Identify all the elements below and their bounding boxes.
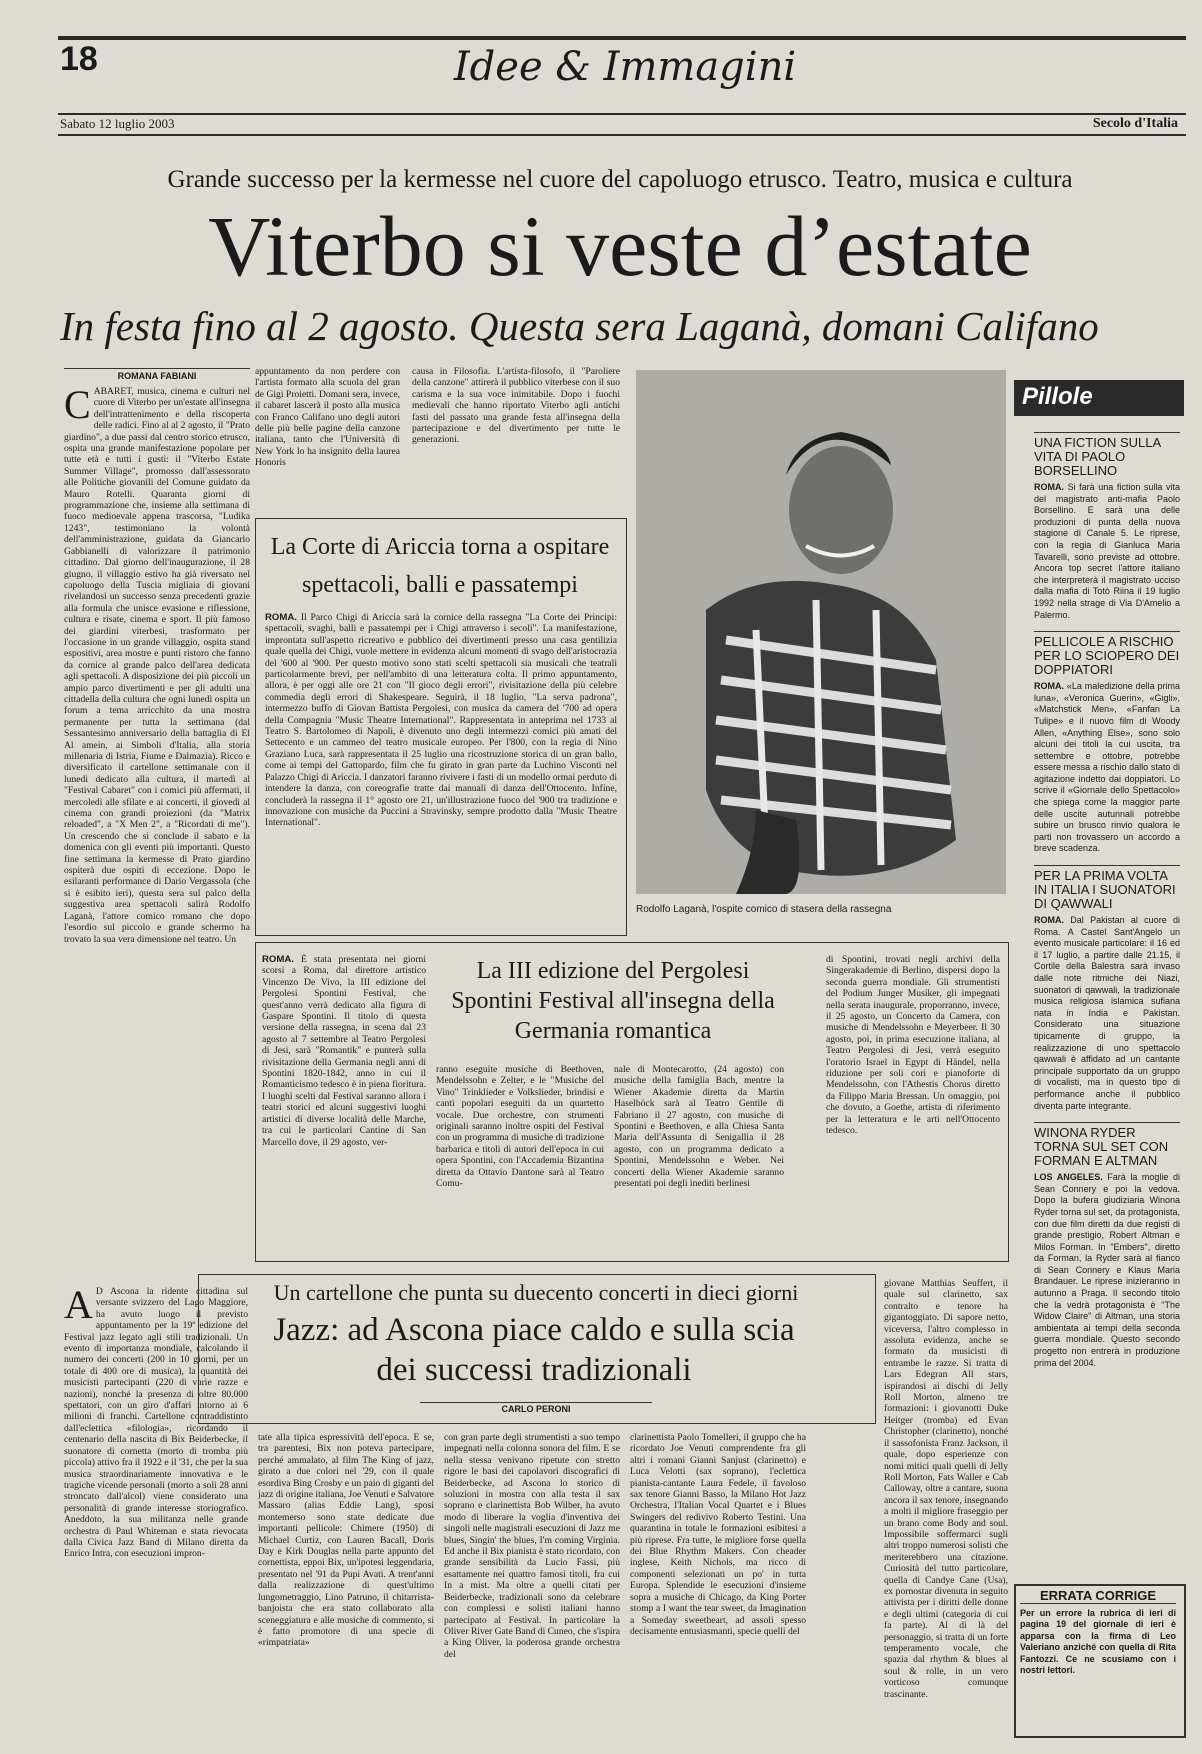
pillola-2	[1034, 631, 1180, 855]
pillola-1-text: Si farà una fiction sulla vita del magistrato anti-mafia Paolo Borsellino. E sarà una delle produzioni di punta della nuova stagione di Canale 5. Le riprese, con la regia di Gianluca Maria Tavarelli, sono previste ad ottobre. Ancora top secret l'attore italiano che interpreterà il magistrato ucciso dalla mafia di Totò Riina il 19 luglio 1992 nella strage di Via D'Amelio a Palermo.	[1034, 482, 1180, 620]
header-rule	[58, 113, 1186, 115]
pergolesi-col-1-text: È stata presentata nei giorni scorsi a Roma, dal direttore artistico Vincenzo De Vivo, la III edizione del Pergolesi Spontini Festival, che quest'anno verrà dedicato alla figura di Gaspare Spontini. Il titolo di questa versione della rassegna, in scena dal 23 agosto al 7 settembre al Teatro Pergolesi di Jesi, sarà "Romantik" e punterà sulla rivisitazione della Germania negli anni di Spontini 1820-1842, anno in cui il Romanticismo tedesco è in piena fioritura. I luoghi scelti dal Festival saranno allora i teatri storici ed alcuni suggestivi luoghi artistici di diverse località delle Marche, tra cui le particolari Cantine di San Marcello dove, il 29 agosto, ver-	[262, 954, 426, 1148]
pergolesi-col-1	[262, 954, 426, 1254]
jazz-col-3: con gran parte degli strumentisti a suo tempo impegnati nella colonna sonora del film. E se nella stessa venivano ripetute con stretto rigore le basi dei capolavori discografici di Beiderbecke, ad Ascona lo storico di soluzioni in mostra con alla testa il sax soprano e clarinettista Bob Wilber, ha avuto modo di liberare la voglia d'inventiva dei singoli nelle magistrali esecuzioni di Jazz me blues, Singin' the blues, I'm coming Virginia. Ed anche il Bix pianista è stato ricordato, con grande sensibilità da Lucio Fassi, più esattamente nei quattro famosi titoli, fra cui In a mist. Ma oltre a quelli citati per Beiderbecke, tradizionali sono da celebrare con complessi e solisti italiani hanno partecipato al Festival. In particolare la Oliver River Gate Band di Cuneo, che s'ispira a King Oliver, la poderosa grande orchestra del	[444, 1432, 620, 1660]
pillola-1-dateline: ROMA.	[1034, 482, 1064, 492]
main-drop-cap: C	[64, 386, 91, 427]
jazz-kicker: Un cartellone che punta su duecento concerti in dieci giorni	[273, 1280, 799, 1305]
top-rule	[58, 36, 1186, 40]
pillola-4-text: Farà la moglie di Sean Connery e poi la vedova. Dopo la bufera giudiziaria Winona Ryder torna sul set, da protagonista, con due film diretti da due registi di grande prestigio, Robert Altman e Milos Forman. In "Embers", diretto da Forman, la Ryder sarà al fianco di Sean Connery e Klaus Maria Brandauer. Le riprese inizieranno in autunno a Praga. Il secondo titolo che la vedrà protagonista è "The Widow Claire" di Altman, una storia ambientata ai tempi della seconda guerra mondiale. Questo secondo progetto non entrerà in produzione prima del 2004.	[1034, 1172, 1180, 1368]
main-byline: ROMANA FABIANI	[64, 368, 250, 381]
pergolesi-headline: La III edizione del Pergolesi Spontini Festival all'insegna della Germania romantica	[451, 958, 775, 1044]
jazz-col-4: clarinettista Paolo Tomelleri, il gruppo che ha ricordato Joe Venuti comprendente fra gli altri i romani Gianni Sanjust (clarinetto) e Luca Velotti (sax soprano), l'eclettica pianista-cantante Laura Fedele, il favoloso sax tenore Gianni Basso, la Milano Hot Jazz Orchestra, l'Italian Vocal Quartet e i Blues Swingers del redivivo Roberto Testini. Una quarantina in totale le formazioni esibitesi a più riprese. Fra tutte, le migliore forse quella dei Blue Rhythm Makers. Con cheader inglese, Keith Nichols, ma ricco di componenti selezionati un po' in tutta Europa. Splendide le esecuzioni d'insieme sopra a musiche di Chicago, da King Porter stomp a I want the tear sweet, da Imagination a Someday sweetheart, ad assoli spesso decisamente entusiasmanti, specie quelli del	[630, 1432, 806, 1637]
photo-rodolfo-lagana	[636, 370, 1006, 894]
ariccia-text: Il Parco Chigi di Ariccia sarà la cornice della rassegna "La Corte dei Principi: spettacoli, svaghi, balli e passatempi per i Chigi attraverso i secoli". La manifestazione, improntata sull'aspetto ricreativo e pubblico dei divertimenti presso una casa gentilizia quale quella dei Chigi, vuole mettere in evidenza alcuni momenti di svago dell'aristocrazia del '600 al '900. Per questo motivo sono stati scelti spettacoli sia musicali che teatrali particolarmente brevi, per nell'ambito di una letteratura colta. Il primo appuntamento, allora, è per oggi alle ore 21 con "Il gioco degli errori", rivisitazione della più celebre commedia degli errori di Shakespeare. Seguirà, il 18 luglio, "La serva padrona", intermezzo buffo di Giovan Battista Pergolesi, con musica da camera del '700 ad opera della Compagnia "Music Theatre International". Rappresentata in anteprima nel 1733 al Teatro S. Bartolomeo di Napoli, è divenuto uno degli intermezzi comici più amati del Settecento e un cammeo del teatro musicale europeo. Per l'800, con la regia di Nino Graziano Luca, sarà rappresentata il 25 luglio una ricostruzione storica di un gran ballo, come ai tempi del Gattopardo, film che fu girato in gran parte da Luchino Visconti nel Palazzo Chigi di Ariccia. I danzatori faranno rivivere i fasti di un modello ormai perduto di intendere la danza, con coreografie tratte dai manuali di danza dell'Ottocento. Infine, concluderà la rassegna il 1° agosto ore 21, un'illustrazione fuoco del '900 tra tradizione e innovazione con musiche da Puccini a Stravinsky, sempre prodotto dalla "Music Theatre International".	[265, 612, 617, 829]
section-title: Idee & Immagini	[453, 44, 797, 90]
jazz-headline: Jazz: ad Ascona piace caldo e sulla scia dei successi tradizionali	[273, 1312, 795, 1388]
portrait-illustration	[636, 370, 1006, 894]
pillola-2-title: PELLICOLE A RISCHIO PER LO SCIOPERO DEI DOPPIATORI	[1034, 631, 1180, 677]
main-headline: Viterbo si veste d’estate	[208, 198, 1032, 294]
pillola-2-dateline: ROMA.	[1034, 681, 1064, 692]
pillola-3-body	[1034, 915, 1180, 1112]
jazz-byline: CARLO PERONI	[420, 1402, 652, 1414]
pillola-1-title: UNA FICTION SULLA VITA DI PAOLO BORSELLINO	[1034, 432, 1180, 478]
pillola-1-body	[1034, 482, 1180, 621]
page-number: 18	[60, 40, 98, 78]
pillola-4-dateline: LOS ANGELES.	[1034, 1172, 1103, 1183]
pillola-3	[1034, 865, 1180, 1112]
pergolesi-col-3: nale di Montecarotto, (24 agosto) con musiche della famiglia Bach, mentre la Wiener Akademie diretta da Martin Haselböck sarà al Teatro Gentile di Fabriano il 27 agosto, con musiche di Spontini e Beethoven, e alla Chiesa Santa Maria dell'Assunta di Senigallia il 28 agosto, con un programma dedicato a Spontini, Mendelssohn e Weber. Nei concerti della Wiener Akademie saranno presentati poi degli inediti berlinesi	[614, 1064, 784, 1190]
main-subheadline: In festa fino al 2 agosto. Questa sera Laganà, domani Califano	[60, 303, 1099, 349]
ariccia-headline: La Corte di Ariccia torna a ospitare spettacoli, balli e passatempi	[270, 534, 610, 598]
jazz-col-5: giovane Matthias Seuffert, il quale sul clarinetto, sax contralto e tenore ha gigantoggiato. Di sapore netto, viceversa, l'altro complesso in assoluta evidenza, anche se formato da musicisti di entrambe le razze. Si tratta di Lars Edegran All stars, ispirandosi ai dischi di Jelly Roll Morton, almeno tre formazioni: i giovanotti Duke Heitger (tromba) ed Evan Christopher (clarinetto), nonché il sassofonista Franz Jackson, il quale, dopo esperienze con nomi mitici quali quelli di Jelly Roll Morton, Fats Waller e Cab Calloway, oltre a cantare, suona ancora il sax tenore, insegnando a molti il migliore fraseggio per un brano come Body and soul. Impossibile soffermarci sugli altri troppo numerosi solisti che meriterebbero una citazione. Curiosità del tutto particolare, quella di Candye Cane (Usa), ex pornostar divenuta in seguito attivista per i diritti delle donne e degli ultimi (categoria di cui fa parte). Al di là del personaggio, si tratta di un forte temperamento vocale, che spazia dal rhythm & blues al soul & rolle, in un vero vorticoso comunque trascinante.	[884, 1278, 1008, 1700]
issue-date: Sabato 12 luglio 2003	[60, 116, 175, 131]
jazz-drop-cap: A	[64, 1286, 93, 1327]
pillole-title: Pillole	[1022, 383, 1093, 410]
pergolesi-col-4: di Spontini, trovati negli archivi della Singerakademie di Berlino, dispersi dopo la seconda guerra mondiale. Gli strumentisti del Podium Junger Musiker, gli impegnati nella serata inaugurale, proporranno, invece, il 25 agosto, un Concerto da Camera, con musiche di Mendelssohn e Meyerbeer. Il 30 agosto, poi, in prima esecuzione italiana, al Teatro Pergolesi di Jesi, verrà eseguito l'oratorio Israel in Egypt di Händel, nella riduzione per soli cori e pianoforte di Mendelssohn, con l'Athestis Chorus diretto da Filippo Maria Bressan. Un omaggio, poi che dovuto, a Goethe, artista di riferimento per la letteratura e le arti nell'Ottocento tedesco.	[826, 954, 1000, 1137]
errata-title: ERRATA CORRIGE	[1020, 1588, 1176, 1604]
pillola-2-body	[1034, 681, 1180, 855]
pillola-1	[1034, 432, 1180, 621]
photo-caption: Rodolfo Laganà, l'ospite comico di stasera della rassegna	[636, 904, 892, 915]
main-col-3: causa in Filosofia. L'artista-filosofo, il "Paroliere della canzone" attirerà il pubblico viterbese con il suo carisma e la sua voce inimitabile. Dopo i fuochi medievali che hanno riportato Viterbo agli antichi fasti del passato una grande festa all'insegna della partecipazione e del divertimento per tutte le generazioni.	[412, 366, 620, 446]
main-col-1-text: ABARET, musica, cinema e culturi nel cuore di Viterbo per un'estate all'insegna dell'intrattenimento e della riscoperta delle radici. Fino al al 2 agosto, il "Prato giardino", a due passi dal centro storico etrusco, ospita una grande manifestazione popolare per tutte età e tutti i gusti: il "Viterbo Estate Summer Village", promosso dall'assessorato alle Politiche giovanili del Comune guidato da Mauro Rotelli. Quaranta giorni di programmazione che, insieme alla settimana di fuoco medioevale appena trascorsa, "Ludika 1243", testimoniano la volontà dell'amministrazione, guidata da Giancarlo Gabbianelli di valorizzare il patrimonio cittadino. Dal giorno dell'inaugurazione, il 28 giugno, il villaggio estivo ha già riversato nel capoluogo della Tuscia migliaia di giovani rivelandosi un successo senza precedenti grazie alla formula che unisce evasione e riflessione, cultura e risate, cinema e sport. Il più famoso dei giardini viterbesi, trasformato per l'occasione in un grande villaggio, ospita stand espositivi, area mostre e punti ristoro che fanno da cornice al grande palco dell'area dedicata agli spettacoli. A disposizione dei più piccoli un ampio parco divertimenti e per gli adulti una cittadella della cultura che ogni lunedì ospita un forum a tema arricchito da una mostra permanente per tutta la settimana (dal Sessantesimo anniversario della battaglia di El Al amein, ai Simboli d'Italia, alla storia millenaria di Istria, Fiume e Dalmazia). Ricco e diversificato il cartellone settimanale con il lunedì dedicato alla cultura, il martedì al "Festival Cabaret" con i comici più affermati, il mercoledì alle sfilate e ai concerti, il giovedì al cinema con grandi proiezioni (da "Matrix reloaded", a "X Men 2", a "Ricordati di me"). Un crescendo che si conclude il sabato e la domenica con gli eventi più importanti. Questo fine settimana la kermesse di Prato giardino ospiterà due ospiti di eccezione. Dopo le esilaranti performance di Dario Vergassola (che si è esibito ieri), questa sera sul palco della suggestiva area spettacoli salirà Rodolfo Laganà, l'attore comico romano che dopo l'esordio sul piccolo e grande schermo ha trovato la sua vera dimensione nel teatro. Un	[64, 386, 250, 945]
pillole-banner	[1014, 380, 1184, 416]
jazz-col-2: tate alla tipica espressività dell'epoca. E se, tra parentesi, Bix non poteva partecipare, perché ammalato, al film The King of jazz, girato a due colori nel '29, con il quale esordiva Bing Crosby e un paio di giganti del jazz di origine italiana, Joe Venuti e Salvatore Massaro (alias Eddie Lang), sposi montemerso sono state dedicate due importanti pellicole: Chimere (1950) di Michael Curtiz, con Lauren Bacall, Doris Day e Kirk Douglas nella parte appunto del cornettista, eppoi Bix, un'ipotesi leggendaria, presentato nel '91 da Pupi Avati. A trent'anni dalla realizzazione di quest'ultimo lungometraggio, Lino Patruno, il chitarrista-banjoista che era stato collaborato alla sceneggiatura e alle musiche di commento, si è fatto promotore di una specie di «rimpatriata»	[258, 1432, 434, 1649]
newspaper-name: Secolo d'Italia	[1092, 116, 1178, 131]
pillola-3-title: PER LA PRIMA VOLTA IN ITALIA I SUONATORI DI QAWWALI	[1034, 865, 1180, 911]
pillola-2-text: «La maledizione della prima luna», «Veronica Guerin», «Gigli», «Matchstick Men», «Fanfan La Tulipe» e il nuovo film di Woody Allen, «Anything Else», sono solo alcuni dei titoli la cui uscita, tra settembre e ottobre, potrebbe essere messa a rischio dallo stato di agitazione indetto dai doppiatori. Lo scrive il «Giornale dello Spettacolo» che spiega come la maggior parte delle uscite autunnali potrebbe subire un brusco rinvio qualora le parti non trovassero un accordo a breve scadenza.	[1034, 681, 1180, 854]
pillola-3-dateline: ROMA.	[1034, 915, 1064, 926]
pillola-4-body	[1034, 1172, 1180, 1369]
main-col-2: appuntamento da non perdere con l'artista formato alla scuola del gran de Gigi Proietti. Domani sera, invece, il cabaret lascerà il posto alla musica con Franco Califano uno degli autori delle più belle pagine della canzone italiana, tanto che l'Università di New York lo ha insignito della laurea Honoris	[255, 366, 400, 469]
errata-body: Per un errore la rubrica di ieri di pagina 19 del giornale di ieri è apparsa con la firma di Leo Valeriano anziché con quella di Rita Fantozzi. Ce ne scusiamo con i nostri lettori.	[1020, 1608, 1176, 1676]
pergolesi-dateline: ROMA.	[262, 954, 294, 965]
pillole-items	[1034, 432, 1180, 1518]
pillola-4-title: WINONA RYDER TORNA SUL SET CON FORMAN E ALTMAN	[1034, 1122, 1180, 1168]
ariccia-body	[265, 612, 617, 930]
pillola-4	[1034, 1122, 1180, 1369]
ariccia-dateline: ROMA.	[265, 612, 297, 623]
pillola-3-text: Dal Pakistan al cuore di Roma. A Castel Sant'Angelo un evento musicale particolare: il 16 ed il 17 luglio, a partire dalle 21.15, il Cortile della Balestra sarà invaso dalle note ritmiche dei Niazi, suonatori di qawwali, la tradizionale musica religiosa islamica sufiana nata in India e Pakistan. Considerato una situazione tipicamente di gruppo, la realizzazione di uno spettacolo qawwali è affidato ad un cantante principale supportato da un gruppo di vocalisti, ma in questo tipo di performance anche il pubblico diventa parte integrante.	[1034, 915, 1180, 1111]
jazz-col-1-text: D Ascona la ridente cittadina sul versante svizzero del Lago Maggiore, ha avuto luogo il previsto appuntamento per la 19ª edizione del Festival jazz legato agli stili tradizionali. Un evento di importanza mondiale, calcolando il numero dei concerti (200 in 10 giorni, per un totale di 400 ore di musica), la quantità dei musicisti partecipanti (220 di varie razze e nazioni), nonché la presenza di oltre 80.000 spettatori, con un giro d'affari intorno ai 6 milioni di franchi. Cartellone contraddistinto dall'eclettica «filologia», ricordando il centenario della nascita di Bix Beiderbecke, il suonatore di cornetta (morto di tromba più piccola) attivo fra il 1922 e il '31, che per la sua musica straordinariamente innovativa e le tragiche vicende personali (morto a soli 28 anni stroncato dall'alcol) viene considerato una personalità di grande interesse storiografico. Aneddoto, la sua militanza nelle grande orchestra di Paul Whiteman e stata rievocata dalla Civica Jazz Band di Milano diretta da Enrico Intra, con esecuzioni impron-	[64, 1286, 248, 1560]
pergolesi-col-2: ranno eseguite musiche di Beethoven, Mendelssohn e Zelter, e le "Musiche del Vino" Trinklieder e Volkslieder, brindisi e canti popolari eseguiti da un quartetto vocale. Due orchestre, con strumenti originali saranno inoltre ospiti del Festival con un programma di musiche di tradizione barbarica e titoli di autori dell'epoca in cui opera Spontini, con l'Accademia Bizantina diretta da Ottavio Dantone sarà al Teatro Comu-	[436, 1064, 604, 1190]
main-kicker: Grande successo per la kermesse nel cuore del capoluogo etrusco. Teatro, musica e cultura	[167, 166, 1073, 193]
header-rule-bottom	[58, 134, 1186, 136]
